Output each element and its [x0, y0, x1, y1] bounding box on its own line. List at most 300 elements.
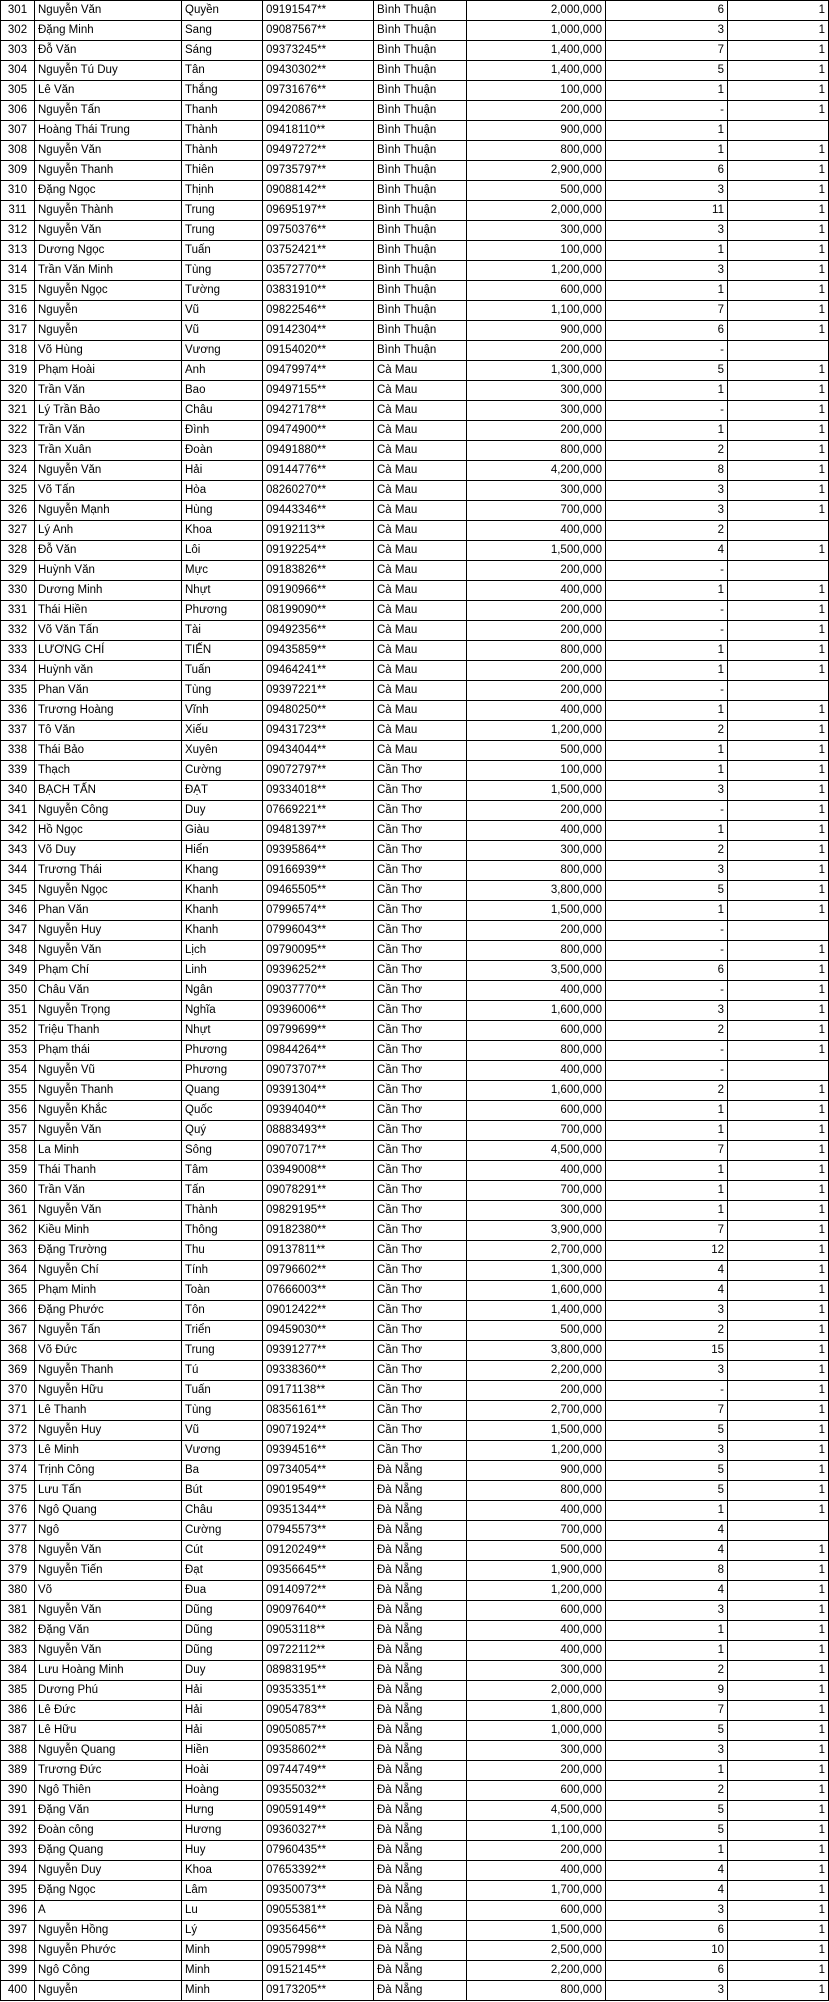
cell-first-name: Sang: [182, 21, 263, 41]
cell-first-name: Trung: [182, 1341, 263, 1361]
cell-first-name: Tâm: [182, 1161, 263, 1181]
cell-flag: 1: [728, 1401, 829, 1421]
cell-last-middle-name: Đoàn công: [35, 1821, 182, 1841]
cell-phone-number: 09373245**: [263, 41, 374, 61]
table-row: [1, 1941, 829, 1961]
table-row: [1, 641, 829, 661]
cell-flag: 1: [728, 101, 829, 121]
cell-flag: 1: [728, 661, 829, 681]
cell-first-name: Cút: [182, 1541, 263, 1561]
cell-flag: 1: [728, 1281, 829, 1301]
cell-phone-number: 09190966**: [263, 581, 374, 601]
cell-flag: 1: [728, 241, 829, 261]
cell-amount: 400,000: [467, 1501, 606, 1521]
cell-flag: 1: [728, 1841, 829, 1861]
table-row: [1, 1121, 829, 1141]
cell-last-middle-name: Nguyễn Văn: [35, 941, 182, 961]
cell-flag: 1: [728, 441, 829, 461]
cell-row-number: 308: [1, 141, 35, 161]
cell-count: 15: [606, 1341, 728, 1361]
cell-phone-number: 09071924**: [263, 1421, 374, 1441]
cell-row-number: 354: [1, 1061, 35, 1081]
cell-first-name: Hùng: [182, 501, 263, 521]
cell-row-number: 376: [1, 1501, 35, 1521]
cell-phone-number: 09166939**: [263, 861, 374, 881]
cell-province: Đà Nẵng: [374, 1821, 467, 1841]
cell-count: 3: [606, 1361, 728, 1381]
cell-province: Cần Thơ: [374, 821, 467, 841]
table-row: [1, 781, 829, 801]
cell-flag: 1: [728, 1501, 829, 1521]
cell-flag: [728, 561, 829, 581]
cell-count: 6: [606, 1921, 728, 1941]
cell-count: 7: [606, 1221, 728, 1241]
cell-phone-number: 09391304**: [263, 1081, 374, 1101]
cell-flag: [728, 1521, 829, 1541]
cell-amount: 1,000,000: [467, 21, 606, 41]
cell-row-number: 353: [1, 1041, 35, 1061]
cell-province: Bình Thuận: [374, 121, 467, 141]
cell-last-middle-name: Lê Minh: [35, 1441, 182, 1461]
cell-flag: 1: [728, 81, 829, 101]
cell-row-number: 382: [1, 1621, 35, 1641]
cell-count: 4: [606, 1541, 728, 1561]
cell-phone-number: 09695197**: [263, 201, 374, 221]
cell-row-number: 355: [1, 1081, 35, 1101]
cell-first-name: Bao: [182, 381, 263, 401]
cell-flag: 1: [728, 761, 829, 781]
cell-flag: 1: [728, 1761, 829, 1781]
cell-first-name: Hải: [182, 1721, 263, 1741]
cell-phone-number: 09019549**: [263, 1481, 374, 1501]
cell-province: Đà Nẵng: [374, 1481, 467, 1501]
cell-flag: 1: [728, 861, 829, 881]
cell-province: Cần Thơ: [374, 1001, 467, 1021]
cell-province: Đà Nẵng: [374, 1561, 467, 1581]
table-row: [1, 561, 829, 581]
cell-phone-number: 09491880**: [263, 441, 374, 461]
cell-amount: 2,000,000: [467, 201, 606, 221]
table-row: [1, 321, 829, 341]
cell-province: Cần Thơ: [374, 981, 467, 1001]
cell-row-number: 336: [1, 701, 35, 721]
cell-phone-number: 09050857**: [263, 1721, 374, 1741]
table-row: [1, 421, 829, 441]
cell-province: Cần Thơ: [374, 841, 467, 861]
cell-row-number: 395: [1, 1881, 35, 1901]
cell-last-middle-name: Nguyễn Văn: [35, 1541, 182, 1561]
table-row: [1, 1961, 829, 1981]
table-row: [1, 1021, 829, 1041]
cell-phone-number: 09334018**: [263, 781, 374, 801]
cell-row-number: 394: [1, 1861, 35, 1881]
cell-count: 5: [606, 1821, 728, 1841]
cell-amount: 500,000: [467, 741, 606, 761]
cell-amount: 900,000: [467, 121, 606, 141]
cell-province: Cần Thơ: [374, 781, 467, 801]
cell-flag: 1: [728, 1181, 829, 1201]
cell-province: Cần Thơ: [374, 1181, 467, 1201]
cell-row-number: 358: [1, 1141, 35, 1161]
cell-province: Cà Mau: [374, 421, 467, 441]
cell-flag: 1: [728, 401, 829, 421]
cell-amount: 800,000: [467, 141, 606, 161]
table-row: [1, 681, 829, 701]
table-row: [1, 1141, 829, 1161]
cell-last-middle-name: Nguyễn Hồng: [35, 1921, 182, 1941]
table-row: [1, 1061, 829, 1081]
cell-amount: 300,000: [467, 401, 606, 421]
cell-flag: 1: [728, 881, 829, 901]
cell-count: 3: [606, 1441, 728, 1461]
cell-row-number: 374: [1, 1461, 35, 1481]
cell-row-number: 338: [1, 741, 35, 761]
cell-row-number: 306: [1, 101, 35, 121]
cell-first-name: Phương: [182, 601, 263, 621]
cell-row-number: 361: [1, 1201, 35, 1221]
table-row: [1, 221, 829, 241]
cell-phone-number: 09054783**: [263, 1701, 374, 1721]
cell-row-number: 301: [1, 1, 35, 21]
cell-province: Đà Nẵng: [374, 1521, 467, 1541]
cell-count: -: [606, 1061, 728, 1081]
cell-amount: 4,500,000: [467, 1801, 606, 1821]
cell-phone-number: 09152145**: [263, 1961, 374, 1981]
cell-row-number: 362: [1, 1221, 35, 1241]
table-row: [1, 481, 829, 501]
cell-count: 1: [606, 381, 728, 401]
cell-last-middle-name: Trương Hoàng: [35, 701, 182, 721]
cell-row-number: 389: [1, 1761, 35, 1781]
cell-phone-number: 09396006**: [263, 1001, 374, 1021]
cell-phone-number: 09434044**: [263, 741, 374, 761]
cell-first-name: Vũ: [182, 1421, 263, 1441]
cell-phone-number: 09480250**: [263, 701, 374, 721]
cell-count: 7: [606, 301, 728, 321]
cell-last-middle-name: Nguyễn Mạnh: [35, 501, 182, 521]
cell-row-number: 334: [1, 661, 35, 681]
cell-flag: 1: [728, 221, 829, 241]
cell-first-name: Sông: [182, 1141, 263, 1161]
cell-province: Cà Mau: [374, 661, 467, 681]
table-row: [1, 1881, 829, 1901]
cell-flag: 1: [728, 1721, 829, 1741]
cell-amount: 2,900,000: [467, 161, 606, 181]
table-row: [1, 201, 829, 221]
cell-count: 3: [606, 1901, 728, 1921]
cell-first-name: Tuấn: [182, 241, 263, 261]
table-row: [1, 1641, 829, 1661]
cell-phone-number: 09192254**: [263, 541, 374, 561]
cell-row-number: 327: [1, 521, 35, 541]
table-row: [1, 921, 829, 941]
cell-province: Cần Thơ: [374, 1421, 467, 1441]
table-row: [1, 121, 829, 141]
cell-phone-number: 09844264**: [263, 1041, 374, 1061]
cell-province: Đà Nẵng: [374, 1461, 467, 1481]
cell-amount: 1,200,000: [467, 1581, 606, 1601]
cell-province: Bình Thuận: [374, 101, 467, 121]
cell-last-middle-name: Đặng Ngọc: [35, 1881, 182, 1901]
table-row: [1, 501, 829, 521]
cell-last-middle-name: Đặng Văn: [35, 1801, 182, 1821]
cell-first-name: Phương: [182, 1041, 263, 1061]
cell-amount: 1,900,000: [467, 1561, 606, 1581]
table-row: [1, 1341, 829, 1361]
cell-flag: 1: [728, 461, 829, 481]
cell-last-middle-name: Đặng Văn: [35, 1621, 182, 1641]
cell-phone-number: 09070717**: [263, 1141, 374, 1161]
cell-row-number: 367: [1, 1321, 35, 1341]
cell-amount: 100,000: [467, 761, 606, 781]
cell-phone-number: 07669221**: [263, 801, 374, 821]
cell-first-name: Khanh: [182, 901, 263, 921]
table-row: [1, 341, 829, 361]
table-row: [1, 1261, 829, 1281]
cell-count: 3: [606, 181, 728, 201]
table-row: [1, 941, 829, 961]
cell-row-number: 335: [1, 681, 35, 701]
cell-amount: 100,000: [467, 241, 606, 261]
cell-first-name: Phương: [182, 1061, 263, 1081]
cell-flag: 1: [728, 1241, 829, 1261]
cell-amount: 700,000: [467, 501, 606, 521]
cell-amount: 900,000: [467, 1461, 606, 1481]
cell-province: Cần Thơ: [374, 1341, 467, 1361]
cell-first-name: Dũng: [182, 1601, 263, 1621]
cell-row-number: 322: [1, 421, 35, 441]
cell-phone-number: 09356456**: [263, 1921, 374, 1941]
cell-phone-number: 09790095**: [263, 941, 374, 961]
cell-phone-number: 09191547**: [263, 1, 374, 21]
cell-amount: 300,000: [467, 221, 606, 241]
cell-row-number: 357: [1, 1121, 35, 1141]
cell-last-middle-name: Nguyễn Hữu: [35, 1381, 182, 1401]
cell-province: Bình Thuận: [374, 301, 467, 321]
cell-count: -: [606, 981, 728, 1001]
cell-first-name: Cường: [182, 1521, 263, 1541]
cell-flag: 1: [728, 1301, 829, 1321]
cell-last-middle-name: Hồ Ngọc: [35, 821, 182, 841]
cell-first-name: Quốc: [182, 1101, 263, 1121]
cell-amount: 500,000: [467, 1321, 606, 1341]
cell-province: Cần Thơ: [374, 901, 467, 921]
cell-first-name: Thông: [182, 1221, 263, 1241]
cell-province: Bình Thuận: [374, 161, 467, 181]
cell-last-middle-name: Võ Tấn: [35, 481, 182, 501]
cell-phone-number: 03831910**: [263, 281, 374, 301]
cell-first-name: Châu: [182, 1501, 263, 1521]
cell-row-number: 397: [1, 1921, 35, 1941]
cell-last-middle-name: Nguyễn Văn: [35, 1641, 182, 1661]
cell-count: -: [606, 401, 728, 421]
cell-first-name: Thắng: [182, 81, 263, 101]
cell-province: Cần Thơ: [374, 1381, 467, 1401]
cell-flag: 1: [728, 301, 829, 321]
cell-first-name: Đoàn: [182, 441, 263, 461]
cell-count: 1: [606, 901, 728, 921]
cell-province: Cà Mau: [374, 481, 467, 501]
cell-flag: 1: [728, 1321, 829, 1341]
cell-amount: 200,000: [467, 801, 606, 821]
table-row: [1, 1181, 829, 1201]
cell-last-middle-name: Đặng Ngọc: [35, 181, 182, 201]
cell-count: -: [606, 1381, 728, 1401]
cell-count: 1: [606, 581, 728, 601]
cell-row-number: 319: [1, 361, 35, 381]
cell-last-middle-name: Nguyễn Văn: [35, 221, 182, 241]
cell-last-middle-name: Hoàng Thái Trung: [35, 121, 182, 141]
cell-row-number: 390: [1, 1781, 35, 1801]
table-row: [1, 1921, 829, 1941]
cell-phone-number: 09396252**: [263, 961, 374, 981]
cell-province: Bình Thuận: [374, 21, 467, 41]
cell-phone-number: 09137811**: [263, 1241, 374, 1261]
cell-count: -: [606, 341, 728, 361]
cell-flag: 1: [728, 1941, 829, 1961]
cell-row-number: 372: [1, 1421, 35, 1441]
cell-row-number: 328: [1, 541, 35, 561]
cell-phone-number: 09355032**: [263, 1781, 374, 1801]
cell-amount: 300,000: [467, 381, 606, 401]
cell-count: 1: [606, 701, 728, 721]
cell-province: Đà Nẵng: [374, 1501, 467, 1521]
cell-count: 4: [606, 1881, 728, 1901]
cell-flag: 1: [728, 361, 829, 381]
cell-amount: 400,000: [467, 981, 606, 1001]
cell-row-number: 309: [1, 161, 35, 181]
cell-phone-number: 07945573**: [263, 1521, 374, 1541]
cell-flag: 1: [728, 581, 829, 601]
cell-row-number: 341: [1, 801, 35, 821]
cell-phone-number: 09391277**: [263, 1341, 374, 1361]
cell-count: -: [606, 1041, 728, 1061]
cell-last-middle-name: Lý Trần Bảo: [35, 401, 182, 421]
cell-first-name: Hiền: [182, 1741, 263, 1761]
cell-last-middle-name: Võ Đức: [35, 1341, 182, 1361]
cell-amount: 1,600,000: [467, 1001, 606, 1021]
cell-phone-number: 09796602**: [263, 1261, 374, 1281]
table-row: [1, 101, 829, 121]
cell-last-middle-name: Phạm thái: [35, 1041, 182, 1061]
table-row: [1, 1981, 829, 2001]
cell-amount: 400,000: [467, 821, 606, 841]
cell-flag: 1: [728, 1701, 829, 1721]
cell-first-name: ĐẠT: [182, 781, 263, 801]
cell-province: Bình Thuận: [374, 261, 467, 281]
cell-flag: 1: [728, 1001, 829, 1021]
cell-row-number: 388: [1, 1741, 35, 1761]
table-row: [1, 1701, 829, 1721]
cell-last-middle-name: Châu Văn: [35, 981, 182, 1001]
cell-amount: 1,400,000: [467, 61, 606, 81]
cell-count: 3: [606, 21, 728, 41]
cell-last-middle-name: Nguyễn Thanh: [35, 1361, 182, 1381]
cell-count: 5: [606, 1461, 728, 1481]
cell-first-name: Triển: [182, 1321, 263, 1341]
cell-amount: 700,000: [467, 1181, 606, 1201]
cell-flag: 1: [728, 1801, 829, 1821]
cell-amount: 600,000: [467, 281, 606, 301]
cell-row-number: 323: [1, 441, 35, 461]
cell-flag: [728, 341, 829, 361]
cell-phone-number: 09182380**: [263, 1221, 374, 1241]
cell-province: Cà Mau: [374, 521, 467, 541]
cell-count: 2: [606, 1081, 728, 1101]
cell-last-middle-name: Trần Xuân: [35, 441, 182, 461]
table-row: [1, 1821, 829, 1841]
table-row: [1, 1281, 829, 1301]
cell-last-middle-name: Nguyễn Tấn: [35, 1321, 182, 1341]
cell-amount: 200,000: [467, 621, 606, 641]
table-row: [1, 961, 829, 981]
cell-amount: 600,000: [467, 1101, 606, 1121]
cell-first-name: Lôi: [182, 541, 263, 561]
cell-phone-number: 09799699**: [263, 1021, 374, 1041]
cell-count: 12: [606, 1241, 728, 1261]
cell-count: 1: [606, 661, 728, 681]
cell-phone-number: 09397221**: [263, 681, 374, 701]
cell-first-name: Minh: [182, 1981, 263, 2001]
cell-province: Cần Thơ: [374, 1021, 467, 1041]
cell-row-number: 348: [1, 941, 35, 961]
cell-first-name: Tân: [182, 61, 263, 81]
table-row: [1, 1201, 829, 1221]
cell-first-name: Khoa: [182, 1861, 263, 1881]
cell-flag: 1: [728, 1561, 829, 1581]
table-row: [1, 381, 829, 401]
table-row: [1, 741, 829, 761]
cell-flag: [728, 681, 829, 701]
cell-row-number: 365: [1, 1281, 35, 1301]
cell-count: 5: [606, 1481, 728, 1501]
cell-last-middle-name: Lê Đức: [35, 1701, 182, 1721]
cell-phone-number: 09037770**: [263, 981, 374, 1001]
cell-phone-number: 09087567**: [263, 21, 374, 41]
cell-last-middle-name: Nguyễn Thanh: [35, 161, 182, 181]
cell-last-middle-name: Nguyễn: [35, 301, 182, 321]
cell-flag: 1: [728, 621, 829, 641]
cell-first-name: Tùng: [182, 1401, 263, 1421]
cell-first-name: Huy: [182, 1841, 263, 1861]
cell-flag: 1: [728, 601, 829, 621]
cell-flag: 1: [728, 281, 829, 301]
cell-row-number: 331: [1, 601, 35, 621]
cell-count: 6: [606, 161, 728, 181]
cell-row-number: 391: [1, 1801, 35, 1821]
table-row: [1, 21, 829, 41]
cell-province: Cần Thơ: [374, 941, 467, 961]
cell-amount: 4,500,000: [467, 1141, 606, 1161]
table-row: [1, 1741, 829, 1761]
cell-first-name: Vũ: [182, 321, 263, 341]
cell-count: 1: [606, 81, 728, 101]
cell-amount: 900,000: [467, 321, 606, 341]
cell-province: Cần Thơ: [374, 1081, 467, 1101]
cell-count: 10: [606, 1941, 728, 1961]
cell-amount: 100,000: [467, 81, 606, 101]
cell-phone-number: 09479974**: [263, 361, 374, 381]
cell-last-middle-name: Kiều Minh: [35, 1221, 182, 1241]
cell-last-middle-name: Trần Văn: [35, 381, 182, 401]
table-row: [1, 1761, 829, 1781]
cell-amount: 1,500,000: [467, 1921, 606, 1941]
cell-count: -: [606, 101, 728, 121]
cell-last-middle-name: Nguyễn: [35, 321, 182, 341]
cell-amount: 200,000: [467, 1381, 606, 1401]
cell-province: Đà Nẵng: [374, 1581, 467, 1601]
cell-amount: 400,000: [467, 521, 606, 541]
